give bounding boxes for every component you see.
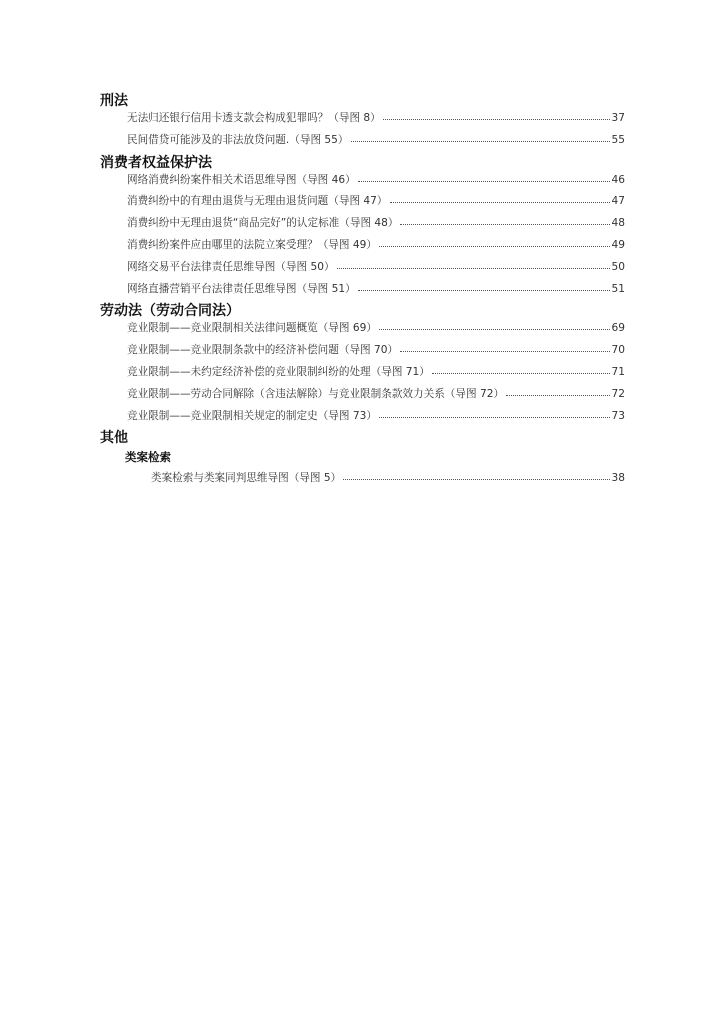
dot-leader: [383, 109, 610, 120]
toc-entry-title: 消费纠纷中的有理由退货与无理由退货问题（导图 47）: [127, 195, 388, 208]
dot-leader: [343, 469, 609, 480]
dot-leader: [379, 319, 610, 330]
toc-entry-title: 竞业限制——劳动合同解除（含违法解除）与竞业限制条款效力关系（导图 72）: [127, 387, 505, 400]
toc-entry[interactable]: [127, 132, 625, 154]
toc-entry-title: 竞业限制——未约定经济补偿的竞业限制纠纷的处理（导图 71）: [127, 365, 430, 378]
toc-entry-page: 50: [611, 260, 625, 273]
dot-leader: [337, 258, 610, 269]
toc-entry[interactable]: [127, 259, 625, 281]
dot-leader: [390, 192, 610, 203]
toc-entry[interactable]: [127, 110, 625, 132]
toc-entry-title: 网络消费纠纷案件相关术语思维导图（导图 46）: [127, 173, 356, 186]
section-heading-criminal-law: 刑法: [100, 93, 128, 109]
toc-entry-title: 网络交易平台法律责任思维导图（导图 50）: [127, 260, 335, 273]
toc-entry-title: 民间借贷可能涉及的非法放贷问题.（导图 55）: [127, 133, 349, 146]
toc-entry[interactable]: [127, 364, 625, 386]
toc-entry[interactable]: [127, 342, 625, 364]
toc-entry-title: 无法归还银行信用卡透支款会构成犯罪吗？（导图 8）: [127, 112, 381, 124]
toc-entry-page: 47: [611, 195, 625, 208]
toc-entry-page: 48: [611, 217, 625, 230]
dot-leader: [351, 131, 610, 142]
table-of-contents: [100, 92, 625, 492]
dot-leader: [379, 236, 610, 247]
toc-entry-page: 69: [611, 322, 625, 335]
section-heading-other: 其他: [100, 430, 128, 447]
toc-entry-title: 消费纠纷案件应由哪里的法院立案受理？（导图 49）: [127, 238, 377, 251]
toc-entry[interactable]: [127, 320, 625, 342]
toc-entry-page: 46: [611, 173, 625, 186]
toc-entry-page: 37: [611, 112, 625, 124]
toc-entry-title: 竞业限制——竞业限制条款中的经济补偿问题（导图 70）: [127, 344, 399, 357]
subsection-heading-case-search: 类案检索: [125, 450, 171, 465]
dot-leader: [432, 363, 610, 374]
section-heading-consumer-protection: 消费者权益保护法: [100, 154, 212, 171]
dot-leader: [400, 341, 609, 352]
toc-entry[interactable]: [127, 193, 625, 215]
toc-entry[interactable]: [127, 172, 625, 194]
dot-leader: [506, 385, 609, 396]
toc-entry-title: 竞业限制——竞业限制相关法律问题概览（导图 69）: [127, 322, 377, 335]
toc-entry-title: 类案检索与类案同判思维导图（导图 5）: [151, 472, 342, 485]
toc-entry[interactable]: [127, 237, 625, 259]
dot-leader: [400, 214, 609, 225]
toc-entry[interactable]: [127, 386, 625, 408]
toc-entry-page: 71: [611, 365, 625, 378]
dot-leader: [358, 280, 610, 291]
toc-entry-title: 竞业限制——竞业限制相关规定的制定史（导图 73）: [127, 409, 377, 422]
toc-entry-title: 消费纠纷中无理由退货“商品完好”的认定标准（导图 48）: [127, 217, 399, 230]
toc-entry[interactable]: [127, 408, 625, 430]
toc-entry-page: 51: [611, 282, 625, 295]
toc-entry[interactable]: [127, 215, 625, 237]
toc-entry-page: 72: [611, 387, 625, 400]
toc-entry[interactable]: [151, 470, 625, 492]
dot-leader: [379, 407, 610, 418]
toc-entry[interactable]: [127, 281, 625, 303]
toc-entry-page: 55: [611, 133, 625, 146]
section-heading-labor-law: 劳动法（劳动合同法）: [100, 303, 240, 320]
toc-entry-page: 73: [611, 409, 625, 422]
dot-leader: [358, 171, 610, 182]
toc-entry-page: 70: [611, 344, 625, 357]
toc-entry-title: 网络直播营销平台法律责任思维导图（导图 51）: [127, 282, 356, 295]
toc-entry-page: 38: [611, 472, 625, 485]
toc-entry-page: 49: [611, 238, 625, 251]
